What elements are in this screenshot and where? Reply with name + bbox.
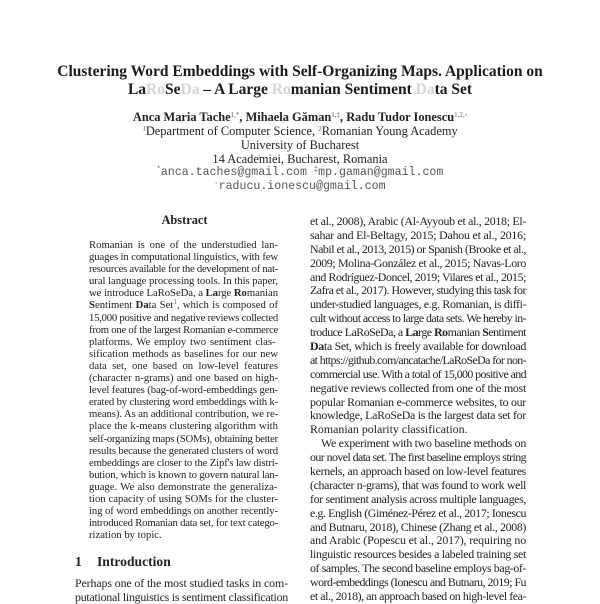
text-segment: manian [246,287,278,300]
text-line [310,562,526,576]
text-line-content [89,251,278,263]
text-line [89,396,278,408]
text-line-content [89,324,278,336]
text-segment: and Butnaru, 2018), Chinese (Zhang et al., 2008) [310,519,526,534]
text-segment: ta Set, which is freely available for download [323,339,526,354]
email-line-1 [0,166,600,180]
text-segment: knowledge, LaRoSeDa is the largest data set for [310,408,526,423]
title-segment: Da [415,81,435,98]
text-line [310,493,526,507]
text-line-content [310,311,526,325]
text-line [89,299,278,311]
text-segment: kernels, an approach based on low-level features [310,464,526,479]
text-line [310,548,526,562]
text-segment: et al., 2018), an approach based on high-level fea- [310,589,526,604]
text-segment: sification methods as baselines for our new [89,347,278,360]
email-address[interactable]: anca.taches@gmail.com [160,166,314,179]
title-segment: Da [180,81,200,98]
text-segment: from one of the largest Romanian e-commerce [89,323,278,336]
text-line-content [89,433,278,445]
text-line [89,360,278,372]
text-line [89,481,278,493]
text-line [310,271,526,285]
text-line [89,529,278,541]
text-segment: Nabil et al., 2013, 2015) or Spanish (Brooke et al., [310,241,526,256]
text-line-content [310,270,526,284]
text-line-content [310,561,526,575]
text-line [310,396,526,410]
abstract-heading: Abstract [161,213,208,227]
text-line-content [89,239,278,251]
text-line-content [321,436,526,450]
text-line-content [310,422,468,436]
text-line [310,521,526,535]
affiliation-university: University of Bucharest [240,138,360,152]
text-segment: means). As an additional contribution, we re- [89,408,279,421]
text-line-content [310,214,526,228]
text-line [89,433,278,445]
author-affiliation-mark: 1,* [230,111,240,119]
title-segment: Ro [271,81,291,98]
text-line-content [310,506,526,520]
text-line [310,437,526,451]
text-line [89,517,278,529]
text-segment: rge [217,287,234,300]
text-line-content [310,381,526,395]
text-line-content [310,297,526,311]
text-line [89,287,278,299]
text-line [89,263,278,275]
bold-text: La [405,325,419,340]
text-line [310,590,526,604]
author-name: Anca Maria Tache [132,110,231,124]
text-segment: ural language processing tools. In this paper, [89,275,279,288]
text-line [310,229,526,243]
text-segment: of samples. The second baseline employs bag-of- [310,561,526,576]
text-segment: ta Set [148,299,174,312]
text-segment: commercial use. With a total of 15,000 positive and [310,366,526,381]
text-line [89,239,278,251]
text-line [89,445,278,457]
text-segment: (character n-grams) and one based on high- [89,372,278,385]
author-separator: , [239,110,246,124]
bold-text: Ro [434,325,448,340]
affiliation-mark: 1 [142,125,146,133]
text-segment: rization by topic. [89,529,162,542]
text-line [310,479,526,493]
text-line-content [89,348,278,360]
text-segment: 15,000 positive and negative reviews collected [89,311,278,324]
text-line-content [89,287,278,299]
paper-title-line-1: Clustering Word Embeddings with Self-Organizing Maps. Application on [57,63,543,80]
section-number: 1 [75,554,82,569]
text-line-content [310,520,526,534]
text-segment: word-embeddings (Ionescu and Butnaru, 2019; Fu [310,575,526,590]
text-segment: embeddings are closer to the Zipf's law distri- [89,456,278,469]
text-line-content [310,478,526,492]
text-segment: our novel data set. The first baseline employs string [310,450,526,465]
text-segment: at https://github.com/ancatache/LaRoSeDa for non- [310,352,526,367]
text-line-content [89,396,278,408]
text-segment: popular Romanian e-commerce websites, to our [310,394,526,409]
text-line [310,423,526,437]
text-line-content [310,367,526,381]
text-line [89,312,278,324]
author-name: Mihaela Găman [245,110,332,124]
author-separator: , [340,110,347,124]
text-segment: for sentiment analysis across multiple languages, [310,491,526,506]
text-line [310,326,526,340]
text-segment: entiment [94,299,136,312]
title-segment: Se [165,81,181,98]
text-segment: introduced Romanian data set, for text catego- [89,517,278,530]
text-line [310,465,526,479]
text-line-content [310,283,526,297]
text-line [89,348,278,360]
text-line [310,340,526,354]
text-segment: platforms. We employ two sentiment clas- [89,335,276,348]
email-mark: ◦ [214,180,219,188]
text-line [310,368,526,382]
bold-text: Ro [233,287,247,300]
text-line [89,336,278,348]
author-list [0,110,600,124]
text-line [89,469,278,481]
text-segment: , which is composed of [176,299,278,312]
text-line-content [310,589,526,603]
paper-title-line-2 [0,81,600,98]
text-line-content [310,575,526,589]
author-name: Radu Tudor Ionescu [346,110,455,124]
title-segment: Ro [146,81,165,98]
bold-text: S [89,299,95,312]
text-segment: data set, one based on low-level features [89,359,278,372]
text-line-content [89,505,278,517]
text-segment: negative reviews collected from one of the most [310,380,526,395]
text-line-content [89,469,278,481]
text-line [89,251,278,263]
text-segment: et al., 2008), Arabic (Al-Ayyoub et al., 2018; El- [310,214,526,228]
text-line-content [89,529,162,541]
text-line [310,382,526,396]
title-segment: La [127,81,147,98]
right-column-body [310,215,526,604]
text-segment: bution, which is known to govern natural lan- [89,468,278,481]
text-segment: (character n-grams), that was found to work well [310,477,526,492]
text-line [310,243,526,257]
text-segment: linguistic resources besides a labeled training set [310,547,526,562]
text-line-content [310,325,526,339]
department: Department of Computer Science, [145,124,319,138]
email-mark: ‡ [313,166,319,174]
affiliation-departments [0,124,600,138]
text-line [89,384,278,396]
text-segment: Zafra et al., 2017). However, studying this task for [310,283,526,298]
text-segment: guage. We also demonstrate the generaliza- [89,480,278,493]
text-line-content [75,590,288,604]
text-segment: e.g. English (Giménez-Pérez et al., 2017; Ionescu [310,505,526,520]
text-segment: troduce LaRoSeDa, a [310,325,406,340]
text-line-content [89,481,277,493]
text-line [310,409,526,423]
email-line-2 [0,180,600,194]
text-line-content [89,263,278,275]
text-line-content [89,299,278,311]
text-line-content [310,533,526,547]
text-segment: and Arabic (Popescu et al., 2017), requiring no [310,533,526,548]
text-line-content [310,450,526,464]
text-segment: rge [418,325,435,340]
text-segment: tion capacity of using SOMs for the cluster- [89,492,278,505]
text-line [89,420,278,432]
text-line [89,505,278,517]
text-line [310,507,526,521]
text-line-content [89,457,278,469]
text-line-content [89,493,278,505]
text-line [89,493,278,505]
text-line-content [89,275,278,287]
text-line [89,275,278,287]
bold-text: Da [135,299,149,312]
text-line-content [310,547,526,561]
footnote-mark: 1 [173,298,177,307]
text-line [89,372,278,384]
text-line [89,408,278,420]
text-segment: putational linguistics is sentiment classification [75,590,288,604]
text-segment: guages in computational linguistics, with few [89,251,278,264]
text-line-content [310,408,526,422]
text-line-content [310,395,526,409]
text-line-content [310,464,526,478]
affiliation-mark: 2 [318,125,322,133]
text-segment: manian [447,325,483,340]
text-segment: under-studied languages, e.g. Romanian, is diffi- [310,297,527,312]
affiliation-address: 14 Academiei, Bucharest, Romania [212,152,388,166]
text-segment: level features (bag-of-word-embeddings gen- [89,384,278,397]
bold-text: S [482,325,489,340]
text-line [310,215,526,229]
text-segment: results because the generated clusters of word [89,444,278,457]
text-segment: entiment [488,325,526,340]
text-segment: Romanian is one of the understudied lan- [89,239,278,251]
text-segment: and Rodríguez-Doncel, 2019; Vilares et al., 2015; [310,269,526,284]
text-line [310,284,526,298]
email-address[interactable]: raducu.ionescu@gmail.com [218,180,386,193]
text-line-content [89,517,278,529]
title-segment: ta Set [434,81,473,98]
text-segment: sahar and El-Beltagy, 2015; Dahou et al., 2016; [310,227,526,242]
text-line [310,354,526,368]
text-segment: we introduce LaRoSeDa, a [89,287,206,300]
text-line [310,257,526,271]
text-segment: resources available for the development of nat- [89,263,278,276]
email-address[interactable]: mp.gaman@gmail.com [318,166,444,179]
title-segment: – A Large [199,81,272,98]
abstract-body [89,239,278,541]
text-line-content [310,353,526,367]
text-line [310,534,526,548]
text-line [310,298,526,312]
text-line-content [89,445,278,457]
email-mark: * [156,166,161,174]
text-segment: erated by clustering word embeddings with k- [89,396,278,409]
text-line-content [89,312,278,324]
text-line [310,451,526,465]
text-segment: ing of word embeddings on another recently- [89,505,278,518]
text-line-content [89,360,278,372]
text-segment: Romanian polarity classification. [310,422,468,437]
text-segment: cult without access to large data sets. We hereby in- [310,311,526,326]
text-line-content [310,339,526,353]
section-heading-introduction [75,554,171,570]
text-segment: self-organizing maps (SOMs), obtaining better [89,432,278,445]
text-segment: place the k-means clustering algorithm with [89,420,278,433]
author-affiliation-mark: 1,2,◦ [454,111,468,119]
text-line-content [310,492,526,506]
text-line [310,312,526,326]
academy: Romanian Young Academy [321,124,458,138]
text-segment: 2009; Molina-González et al., 2015; Navas-Loro [310,255,526,270]
text-line-content [89,384,278,396]
text-line [75,590,288,604]
text-line-content [89,336,276,348]
text-line [89,457,278,469]
text-line-content [89,372,278,384]
title-segment: manian Sentiment [290,81,416,98]
text-line-content [75,576,288,590]
section-title: Introduction [97,554,171,569]
text-line-content [310,228,526,242]
text-line-content [310,242,526,256]
text-line-content [89,420,278,432]
text-segment: Perhaps one of the most studied tasks in com- [75,576,288,590]
author-affiliation-mark: 1,‡ [331,111,341,119]
text-line [75,576,288,590]
text-line-content [310,256,526,270]
text-line [310,576,526,590]
text-segment: We experiment with two baseline methods on [321,436,526,451]
text-line [89,324,278,336]
bold-text: Da [310,339,324,354]
text-line-content [89,408,278,420]
bold-text: La [205,287,218,300]
